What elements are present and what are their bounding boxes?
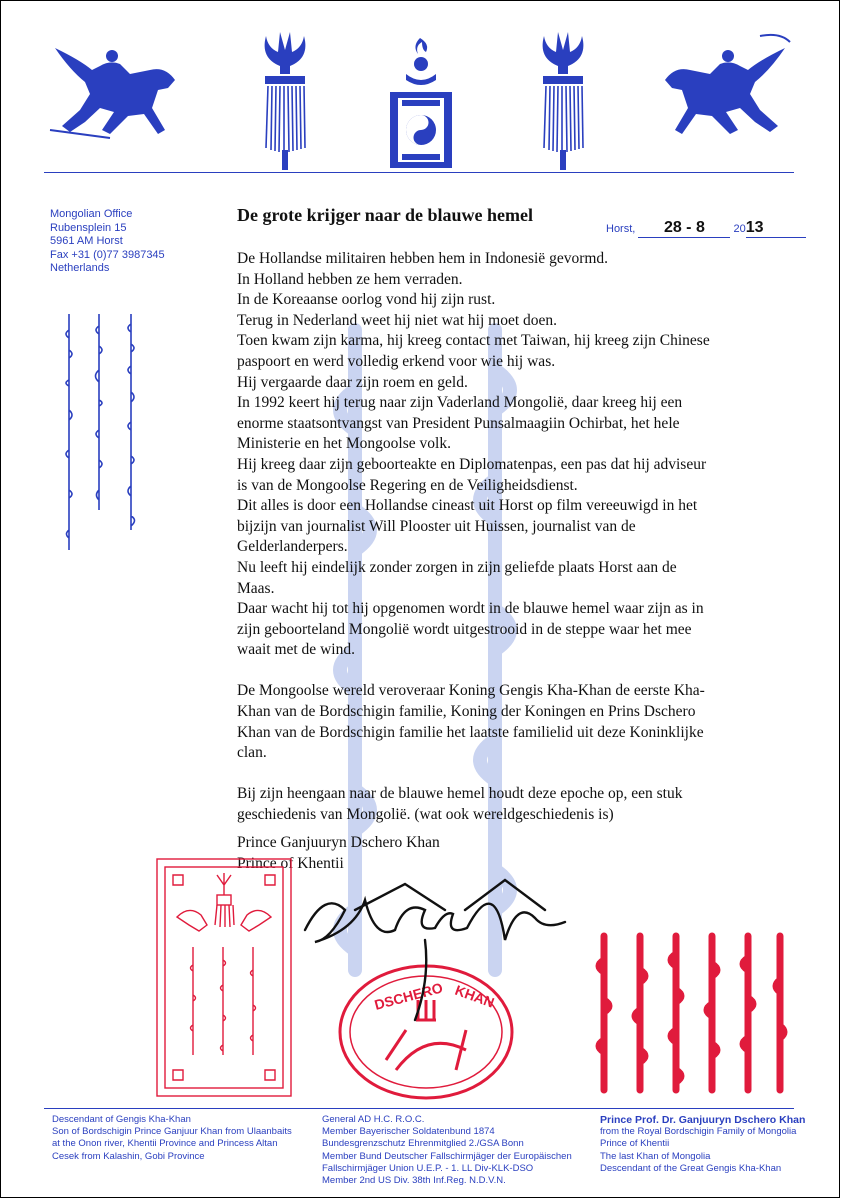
signatory-name: Prince Ganjuuryn Dschero Khan [237,834,440,851]
paragraph [237,681,777,763]
footer-line: Member Bayerischer Soldatenbund 1874 [322,1126,495,1138]
office-address [50,208,165,276]
paragraph [237,784,777,825]
svg-text:DSCHERO: DSCHERO [372,979,445,1013]
body-line: Khan van de Bordschigin familie, Koning der Koningen en Prins Dschero [237,703,696,721]
address-line: Fax +31 (0)77 3987345 [50,248,165,261]
footer-line: Descendant of Gengis Kha-Khan [52,1114,191,1125]
signatory-title: Prince of Khentii [237,854,344,872]
body-line: bijzijn van journalist Will Plooster uit Huissen, journalist van de [237,517,636,535]
body-line: enorme staatsontvangst van President Punsalmaagiin Ochirbat, het hele [237,414,680,432]
footer-line: Son of Bordschigin Prince Ganjuur Khan from Ulaanbaits [52,1126,292,1138]
body-line: Dit alles is door een Hollandse cineast uit Horst op film vereeuwigd in het [237,497,698,515]
date-year-suffix: 13 [745,219,764,236]
body-line: Nu leeft hij eindelijk zonder zorgen in zijn geliefde plaats Horst aan de [237,558,677,576]
footer-line: Bundesgrenzschutz Ehrenmitglied 2./GSA Bonn [322,1138,524,1150]
body-line: geschiedenis van Mongolië. (wat ook wereldgeschiedenis is) [237,806,614,824]
body-line: Hij vergaarde daar zijn roem en geld. [237,373,468,391]
body-line: In de Koreaanse oorlog vond hij zijn rust. [237,291,496,309]
letter-title: De grote krijger naar de blauwe hemel [237,205,533,225]
right-banner-icon [543,32,584,170]
mongolian-script-icon [55,310,155,570]
body-line: In Holland hebben ze hem verraden. [237,270,463,288]
left-banner-icon [265,32,306,170]
footer-line: Prince of Khentii [600,1138,670,1150]
footer-line: Member Bund Deutscher Fallschirmjäger der Europäischen [322,1150,572,1162]
body-line: Gelderlanderpers. [237,538,348,556]
address-line: Rubensplein 15 [50,221,127,234]
footer-line: The last Khan of Mongolia [600,1150,711,1162]
address-line: 5961 AM Horst [50,235,123,247]
handwritten-signature-icon [295,870,585,1030]
footer-left [52,1114,292,1163]
body-line: De Mongoolse wereld veroveraar Koning Gengis Kha-Khan de eerste Kha- [237,682,705,700]
letter-date [606,219,806,238]
footer-line: Member 2nd US Div. 38th Inf.Reg. N.D.V.N. [322,1175,506,1187]
footer-line: Fallschirmjäger Union U.E.P. - 1. LL Div-KLK-DSO [322,1162,534,1174]
date-day-month: 28 - 8 [663,219,705,236]
right-horseman-icon [665,35,790,134]
date-year-prefix: 20 [733,223,746,235]
body-line: Hij kreeg daar zijn geboorteakte en Diplomatenpas, een pas dat hij adviseur [237,455,707,473]
body-line: Khan van de Bordschigin familie het laatste familielid uit deze Koninklijke [237,723,704,741]
body-line: zijn geboorteland Mongolië wordt uitgestrooid in de steppe waar het mee [237,620,692,638]
body-line: Daar wacht hij tot hij opgenomen wordt in de blauwe hemel waar zijn as in [237,600,704,618]
footer-line: Descendant of the Great Gengis Kha-Khan [600,1162,782,1174]
body-line: Bij zijn heengaan naar de blauwe hemel houdt deze epoche op, een stuk [237,785,683,803]
body-line: clan. [237,744,267,762]
left-red-seal-icon [153,855,295,1100]
body-line: waait met de wind. [237,641,355,659]
body-line: Terug in Nederland weet hij niet wat hij moet doen. [237,311,558,329]
body-line: is van de Mongoolse Regering en de Veiligheidsdienst. [237,476,578,494]
body-line: Toen kwam zijn karma, hij kreeg contact met Taiwan, hij kreeg zijn Chinese [237,332,710,350]
letter-body [237,249,777,826]
body-line: Ministerie en het Mongoolse volk. [237,435,451,453]
date-place: Horst, [606,223,636,235]
footer-line: General AD H.C. R.O.C. [322,1114,425,1125]
svg-text:KHAN: KHAN [452,981,497,1011]
footer-line: Cesek from Kalashin, Gobi Province [52,1150,205,1162]
body-line: paspoort en werd volledig erkend voor wie hij was. [237,352,556,370]
footer-rule [44,1108,794,1109]
footer-line: at the Onon river, Khentii Province and Princess Altan [52,1138,278,1150]
letterhead-emblems [40,30,800,170]
footer-name: Prince Prof. Dr. Ganjuuryn Dschero Khan [600,1114,806,1126]
right-red-seal-icon [590,930,790,1100]
footer-line: from the Royal Bordschigin Family of Mongolia [600,1126,797,1138]
address-line: Netherlands [50,262,110,274]
body-line: Maas. [237,579,275,597]
soyombo-emblem-icon [390,38,452,168]
body-line: In 1992 keert hij terug naar zijn Vaderland Mongolië, daar kreeg hij een [237,394,683,412]
left-horseman-icon [50,48,175,138]
header-rule [44,172,794,173]
body-line: De Hollandse militairen hebben hem in Indonesië gevormd. [237,250,609,267]
footer-middle [322,1114,572,1187]
address-line: Mongolian Office [50,208,133,220]
paragraph [237,249,777,661]
footer-right [600,1114,805,1175]
